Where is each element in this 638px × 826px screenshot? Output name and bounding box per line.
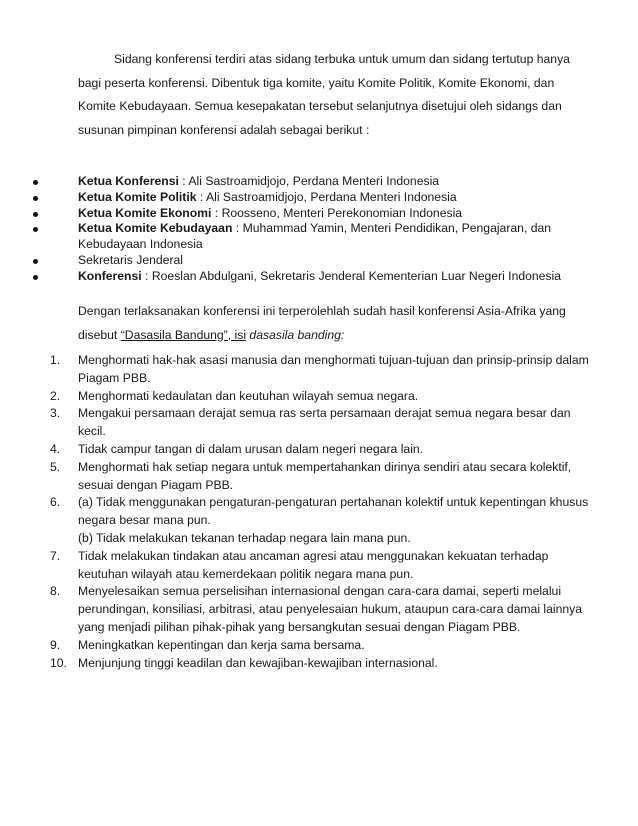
official-role: Ketua Komite Ekonomi — [78, 205, 212, 220]
bullet-icon — [33, 180, 38, 185]
list-item — [0, 269, 600, 285]
item-text: Menghormati kedaulatan dan keutuhan wilayah semua negara. — [78, 388, 419, 403]
item-text: Menyelesaikan semua perselisihan internasional dengan cara-cara damai, seperti melalui perundingan, konsiliasi, arbitrasi, atau penyelesaian hukum, ataupun cara-cara damai lainnya yang menjadi pilihan pihak-pihak yang bersangkutan sesuai dengan Piagam PBB. — [78, 584, 583, 634]
officials-list — [0, 174, 600, 285]
official-value: Sekretaris Jenderal — [78, 252, 183, 267]
list-item — [0, 548, 600, 584]
official-role: Ketua Konferensi — [78, 174, 179, 188]
item-text: Menjunjung tinggi keadilan dan kewajiban-kewajiban internasional. — [78, 655, 438, 670]
item-subtext: (b) Tidak melakukan tekanan terhadap negara lain mana pun. — [78, 530, 411, 545]
item-text: Menghormati hak setiap negara untuk mempertahankan dirinya sendiri atau secara kolektif, sesuai dengan Piagam PBB. — [78, 459, 572, 492]
bullet-icon — [33, 259, 38, 264]
list-item — [0, 655, 600, 673]
item-text: Mengakui persamaan derajat semua ras serta persamaan derajat semua negara besar dan kecil. — [78, 406, 571, 439]
item-number: 7. — [50, 548, 61, 563]
item-text: Tidak campur tangan di dalam urusan dalam negeri negara lain. — [78, 441, 424, 456]
list-item — [0, 459, 600, 495]
list-item — [0, 388, 600, 406]
list-item — [0, 494, 600, 547]
item-number: 9. — [50, 637, 61, 652]
item-text: Meningkatkan kepentingan dan kerja sama bersama. — [78, 637, 365, 652]
list-item — [0, 441, 600, 459]
item-number: 3. — [50, 406, 61, 421]
list-item — [0, 174, 600, 190]
item-text: Menghormati hak-hak asasi manusia dan menghormati tujuan-tujuan dan prinsip-prinsip dalam Piagam PBB. — [78, 353, 589, 385]
official-role: Ketua Komite Politik — [78, 189, 197, 204]
official-role: Konferensi — [78, 268, 142, 283]
list-item — [0, 206, 600, 222]
list-item — [0, 190, 600, 206]
item-number: 8. — [50, 584, 61, 599]
bullet-icon — [33, 275, 38, 280]
official-value: : Ali Sastroamidjojo, Perdana Menteri Indonesia — [178, 174, 440, 188]
principles-list — [0, 352, 600, 672]
list-item — [0, 221, 600, 253]
bullet-icon — [33, 212, 38, 217]
bullet-icon — [33, 227, 38, 232]
item-number: 6. — [50, 495, 61, 510]
item-number: 4. — [50, 441, 61, 456]
official-role: Ketua Komite Kebudayaan — [78, 221, 233, 236]
dasasila-link[interactable]: “Dasasila Bandung”, isi — [120, 327, 247, 342]
official-value: : Ali Sastroamidjojo, Perdana Menteri Indonesia — [196, 189, 457, 204]
list-item — [0, 253, 600, 269]
intro-paragraph: Sidang konferensi terdiri atas sidang terbuka untuk umum dan sidang tertutup hanya bagi peserta konferensi. Dibentuk tiga komite, yaitu Komite Politik, Komite Ekonomi, dan Komite Kebudayaan. Semua kesepakatan tersebut selanjutnya disetujui oleh sidangs dan susunan pimpinan konferensi adalah sebagai berikut : — [78, 52, 570, 137]
item-number: 2. — [50, 388, 61, 403]
list-item — [0, 637, 600, 655]
list-item — [0, 583, 600, 636]
item-number: 10. — [50, 655, 67, 670]
item-text: (a) Tidak menggunakan pengaturan-pengaturan pertahanan kolektif untuk kepentingan khusus negara besar mana pun. — [78, 495, 589, 528]
list-item — [0, 405, 600, 441]
item-text: Tidak melakukan tindakan atau ancaman agresi atau menggunakan kekuatan terhadap keutuhan wilayah atau kemerdekaan politik negara mana pun. — [78, 548, 549, 581]
result-text: Dengan terlaksanakan konferensi ini terperolehlah sudah hasil konferensi Asia-Afrika yang disebut — [78, 304, 566, 342]
list-item — [0, 352, 600, 388]
item-number: 1. — [50, 353, 61, 367]
official-value: : Roosseno, Menteri Perekonomian Indonesia — [211, 205, 463, 220]
result-paragraph — [78, 300, 578, 347]
item-number: 5. — [50, 459, 61, 474]
official-value: : Roeslan Abdulgani, Sekretaris Jenderal Kementerian Luar Negeri Indonesia — [141, 268, 562, 283]
bullet-icon — [33, 196, 38, 201]
result-italic: dasasila banding: — [249, 327, 345, 342]
official-value: : Muhammad Yamin, Menteri Pendidikan, Pengajaran, dan Kebudayaan Indonesia — [78, 221, 552, 252]
